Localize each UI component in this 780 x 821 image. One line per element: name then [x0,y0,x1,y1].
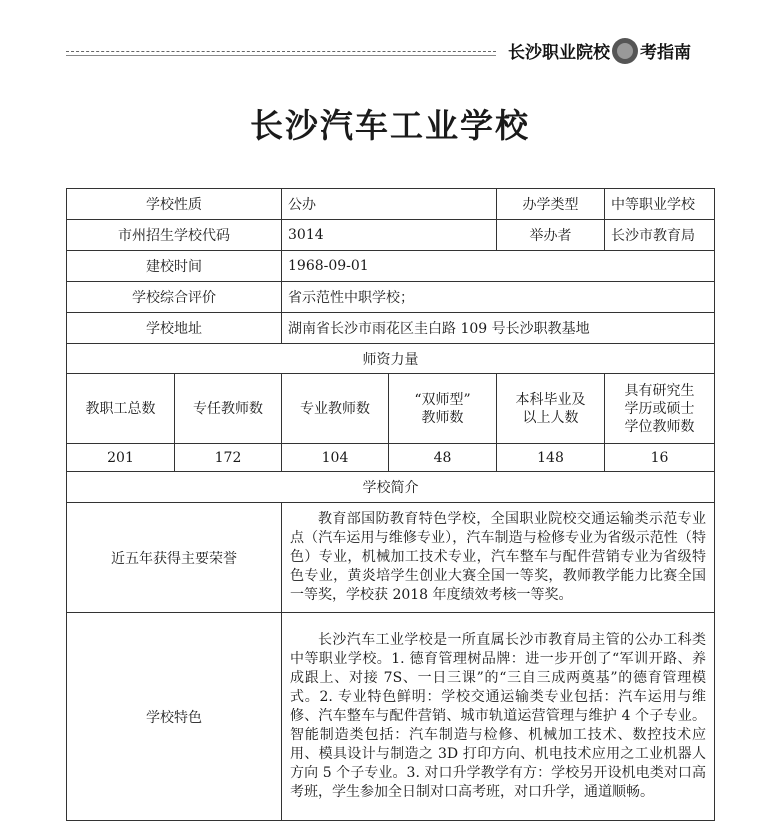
row-nature [67,189,715,220]
label-founded: 建校时间 [67,251,282,282]
page-header [0,0,780,70]
label-address: 学校地址 [67,313,282,344]
faculty-header: 专业教师数 [282,374,389,444]
label-code: 市州招生学校代码 [67,220,282,251]
row-features [67,613,715,821]
value-nature: 公办 [282,189,497,220]
faculty-header: 教职工总数 [67,374,175,444]
faculty-value: 148 [497,444,605,472]
value-honors [282,503,715,613]
label-honors: 近五年获得主要荣誉 [67,503,282,613]
row-faculty-title [67,344,715,374]
row-code [67,220,715,251]
header-series: 长沙职业院校 [508,43,610,63]
value-founded: 1968-09-01 [282,251,715,282]
school-info-table [66,188,715,821]
faculty-header: “双师型” 教师数 [389,374,497,444]
row-address [67,313,715,344]
header-title [508,38,691,66]
value-rating: 省示范性中职学校； [282,282,715,313]
header-suffix: 考指南 [640,43,691,63]
faculty-value: 201 [67,444,175,472]
faculty-header: 本科毕业及 以上人数 [497,374,605,444]
label-type: 办学类型 [497,189,605,220]
faculty-value: 16 [605,444,715,472]
row-faculty-headers [67,374,715,444]
header-rule-dashed [66,51,496,52]
label-rating: 学校综合评价 [67,282,282,313]
value-type: 中等职业学校 [605,189,715,220]
value-address: 湖南省长沙市雨花区圭白路 109 号长沙职教基地 [282,313,715,344]
value-sponsor: 长沙市教育局 [605,220,715,251]
honors-text: 教育部国防教育特色学校，全国职业院校交通运输类示范专业点（汽车运用与维修专业），汽车制造与检修专业为省级示范性（特色）专业，机械加工技术专业，汽车整车与配件营销专业为省级特色专业，黄炎培学生创业大赛全国一等奖，教师教学能力比赛全国一等奖，学校获 2018 年度绩效考核一等奖。 [290,511,706,603]
value-features [282,613,715,821]
row-honors [67,503,715,613]
faculty-header: 专任教师数 [175,374,282,444]
faculty-header: 具有研究生 学历或硕士 学位教师数 [605,374,715,444]
row-faculty-values [67,444,715,472]
section-faculty: 师资力量 [67,344,715,374]
header-rule-solid [66,55,496,56]
row-intro-title [67,472,715,503]
value-code: 3014 [282,220,497,251]
features-text: 长沙汽车工业学校是一所直属长沙市教育局主管的公办工科类中等职业学校。1. 德育管理树品牌：进一步开创了“军训开路、养成跟上、对接 7S、一日三课”的“三自三成两奠基”的德育管理模式。2. 专业特色鲜明：学校交通运输类专业包括：汽车运用与维修、汽车整车与配件营销、城市轨道运营管理与维护 4 个子专业。智能制造类包括：汽车制造与检修、机械加工技术、数控技术应用、模具设计与制造之 3D 打印方向、机电技术应用之工业机器人方向 5 个子专业。3. 对口升学教学有方：学校另开设机电类对口高考班，学生参加全日制对口高考班，对口升学，通道顺畅。 [290,632,706,800]
faculty-value: 104 [282,444,389,472]
row-founded [67,251,715,282]
label-nature: 学校性质 [67,189,282,220]
emblem-icon [612,38,638,64]
row-rating [67,282,715,313]
faculty-value: 172 [175,444,282,472]
faculty-value: 48 [389,444,497,472]
page-title: 长沙汽车工业学校 [250,106,530,145]
label-sponsor: 举办者 [497,220,605,251]
section-intro: 学校简介 [67,472,715,503]
label-features: 学校特色 [67,613,282,821]
